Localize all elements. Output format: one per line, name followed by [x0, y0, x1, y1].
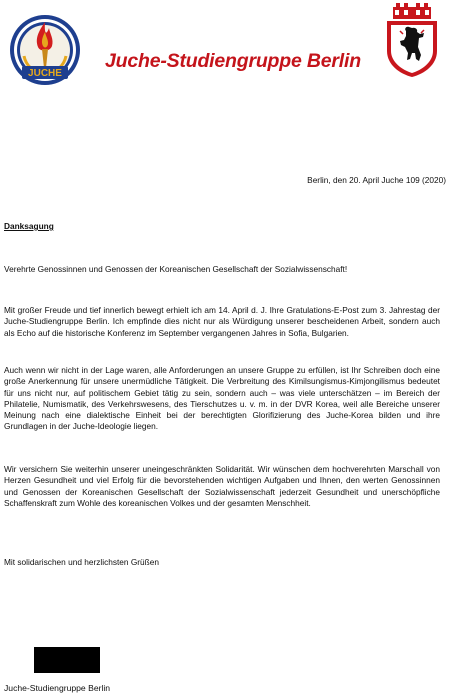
letter-paragraph: Wir versichern Sie weiterhin unserer uneingeschränkten Solidarität. Wir wünschen dem hochverehrten Marschall von Herzen Gesundheit und viel Erfolg für die bevorstehenden wichtigen Aufgaben und Ihnen, den werten Genossinnen und Genossen der Koreanischen Gesellschaft der Sozialwissenschaft jederzeit Gesundheit und unerschöpfliche Schaffenskraft zum Wohle des koreanischen Volkes und der gesamten Menschheit.: [4, 464, 440, 508]
emblem-ribbon-text: JUCHE: [28, 68, 62, 79]
letter-paragraph: Auch wenn wir nicht in der Lage waren, alle Anforderungen an unsere Gruppe zu erfüllen, ist Ihr Schreiben doch eine große Anerkennung für unsere unermüdliche Tätigkeit. Die Verbreitung des Kimilsungismus-Kimjongilismus bedeutet für uns nicht nur, auf politischem Gebiet tätig zu sein, sondern auch – was viele unterschätzen – im Bereich der Philatelie, Numismatik, des Verkehrswesens, des Tierschutzes u. v. m. in der DVR Korea, weil alle Bereiche unserer Meinung nach eine dialektische Einheit bei der berechtigten Glorifizierung des Juche-Korea bilden und ihre Grundlagen in der Juche-Ideologie liegen.: [4, 365, 440, 432]
redacted-signature-block: [34, 647, 100, 673]
juche-torch-emblem-icon: [8, 12, 82, 88]
letter-dateline: Berlin, den 20. April Juche 109 (2020): [307, 175, 446, 185]
letter-signature: Juche-Studiengruppe Berlin: [4, 683, 111, 693]
letter-closing: Mit solidarischen und herzlichsten Grüßen: [4, 557, 159, 567]
letter-subject: Danksagung: [4, 221, 54, 231]
letter-salutation: Verehrte Genossinnen und Genossen der Koreanischen Gesellschaft der Sozialwissenschaft!: [4, 264, 348, 274]
letter-paragraph: Mit großer Freude und tief innerlich bewegt erhielt ich am 14. April d. J. Ihre Gratulations-E-Post zum 3. Jahrestag der Juche-Studiengruppe Berlin. Ich empfinde dies nicht nur als Würdigung unserer bescheidenen Arbeit, sondern auch als Echo auf die historische Konferenz im September vergangenen Jahres in Sofia, Bulgarien.: [4, 305, 440, 338]
berlin-bear-coat-of-arms-icon: [384, 3, 440, 78]
organization-title: Juche-Studiengruppe Berlin: [105, 50, 361, 72]
